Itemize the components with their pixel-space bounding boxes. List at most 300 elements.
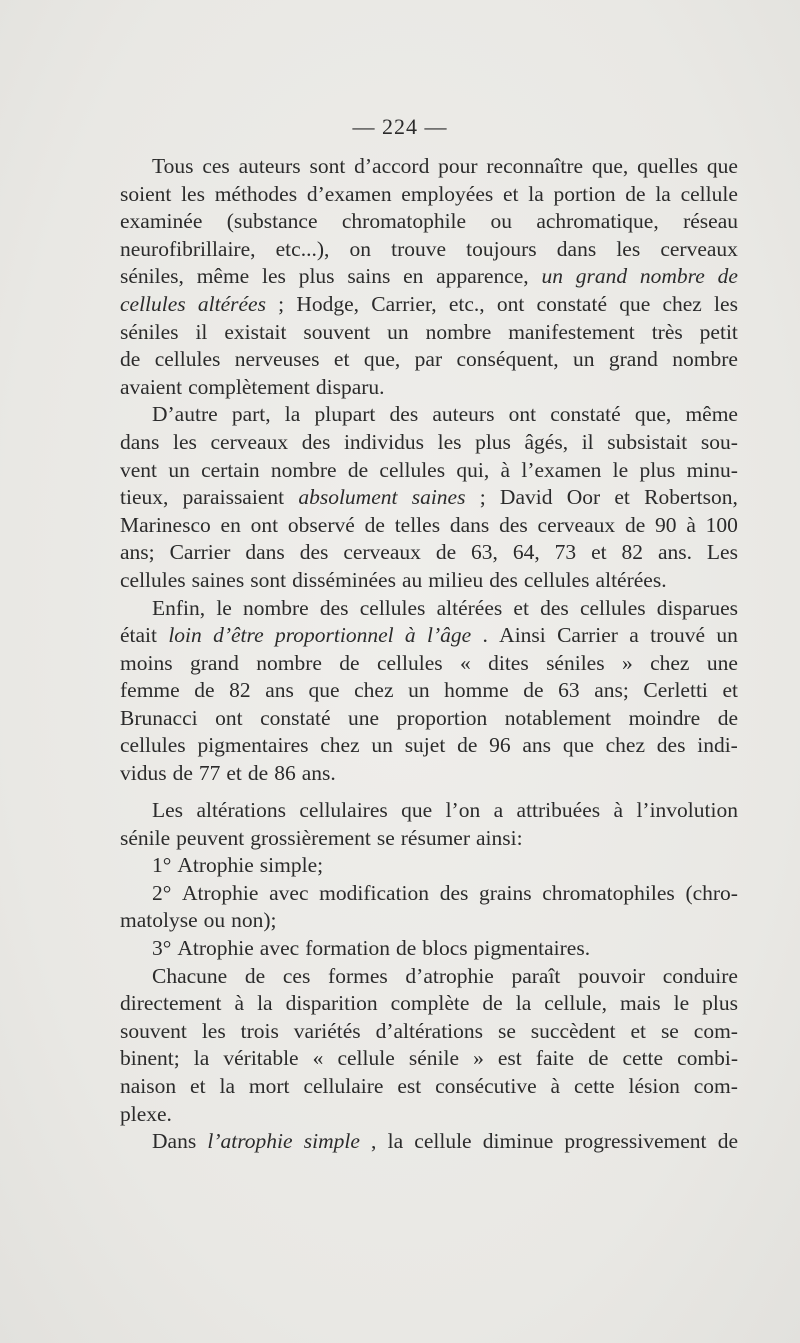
word: séniles [120, 319, 179, 344]
word: auteurs [432, 402, 495, 427]
word: lésion [628, 1073, 680, 1098]
word: la [528, 181, 544, 206]
word: résumer [400, 825, 470, 850]
word: attribuées [516, 798, 601, 822]
word: ans [265, 678, 294, 703]
word: simple; [259, 853, 324, 878]
word: » [621, 650, 633, 675]
word: trouvé [650, 623, 706, 648]
italic-word: l’atrophie [207, 1129, 293, 1154]
word: non); [231, 908, 277, 933]
word: « [459, 650, 471, 675]
page-number: — 224 — [352, 114, 448, 139]
word: ont [250, 512, 279, 537]
word: et [226, 761, 242, 786]
word: paraît [511, 963, 561, 988]
word: se [497, 1018, 516, 1043]
italic-word: d’être [213, 623, 264, 648]
word: cellulaires [299, 798, 388, 822]
word: femme [120, 678, 180, 703]
word: faite [535, 1046, 575, 1071]
word: que [619, 291, 651, 316]
word: les [201, 1018, 226, 1043]
text-line [120, 236, 738, 264]
word: pigmentaires [197, 733, 309, 758]
word: de [395, 935, 417, 960]
word: achromatique, [536, 209, 659, 234]
word: des [489, 567, 518, 592]
word: à [500, 457, 511, 482]
word: altérations [196, 798, 286, 822]
word: était [120, 623, 158, 648]
word: cellules [359, 595, 426, 620]
word: de [717, 705, 738, 730]
word: a [629, 623, 639, 648]
word: consécutive [435, 1073, 537, 1098]
word: et [614, 485, 630, 510]
word: Robertson, [644, 485, 738, 510]
text-line [120, 484, 738, 512]
word: nombre [425, 319, 492, 344]
word: trois [240, 1018, 279, 1043]
word: cellulaire [303, 1073, 384, 1098]
word: de [172, 761, 193, 786]
word: en [220, 512, 241, 537]
word: cellule [680, 181, 738, 206]
word: âgés, [524, 429, 569, 454]
word: la [515, 991, 532, 1016]
word: le [612, 457, 629, 482]
word: un [572, 347, 595, 372]
text-line [120, 346, 738, 374]
word: a [493, 798, 504, 822]
word: progressivement [564, 1129, 707, 1154]
word: séniles [546, 650, 605, 675]
italic-word: absolument [298, 485, 398, 510]
italic-word: altérées [197, 291, 266, 316]
word: que, [363, 347, 401, 372]
text-line [120, 181, 738, 209]
text-block-main [120, 153, 738, 788]
text-line [120, 880, 738, 908]
word: et [630, 1018, 647, 1043]
word: chez [605, 733, 646, 758]
word: grand [608, 347, 658, 372]
word: et [513, 595, 529, 620]
word: pouvoir [578, 963, 645, 988]
word: à [613, 798, 624, 822]
word: Dans [152, 1129, 197, 1154]
word: les [714, 291, 738, 316]
word: constaté [536, 291, 607, 316]
word: chromatophiles [542, 880, 675, 905]
word: variétés [293, 1018, 361, 1043]
word: tieux, [120, 485, 169, 510]
word: il [195, 319, 208, 344]
word: à [686, 512, 696, 537]
word: complètement [188, 374, 310, 399]
word: de [588, 1046, 609, 1071]
word: homme [444, 678, 509, 703]
word: d’accord [354, 154, 430, 178]
word: 64, [512, 540, 540, 565]
word: sujet [404, 733, 446, 758]
word: une [706, 650, 738, 675]
word: 63, [471, 540, 498, 565]
word: des [540, 595, 569, 620]
word: conduire [662, 963, 738, 988]
word: milieu [428, 567, 484, 592]
word: 82 [621, 540, 644, 565]
word: la [655, 181, 671, 206]
word: de [244, 963, 266, 988]
text-line [120, 512, 738, 540]
word: Atrophie [177, 935, 254, 960]
word: qui, [456, 457, 490, 482]
word: des [389, 402, 419, 427]
word: trouve [391, 236, 447, 261]
word: nombre [270, 457, 337, 482]
word: reconnaître [486, 154, 584, 178]
word: cellules [379, 457, 446, 482]
word: Atrophie [182, 880, 259, 905]
word: Enfin, [152, 595, 206, 620]
word: com- [693, 1073, 738, 1098]
word: 77 [198, 761, 221, 786]
text-line [120, 291, 738, 319]
word: naison [120, 1073, 177, 1098]
text-line [120, 208, 738, 236]
word: Carrier, [371, 291, 437, 316]
word: d’altérations [375, 1018, 484, 1043]
word: grand [189, 650, 239, 675]
word: un [716, 623, 738, 648]
word: est [397, 1073, 422, 1098]
word: certain [201, 457, 260, 482]
word: « [312, 1046, 324, 1071]
italic-word: grand [575, 264, 628, 289]
word: Ainsi [499, 623, 546, 648]
word: , [371, 1129, 377, 1154]
text-line [120, 319, 738, 347]
word: ; [479, 485, 486, 510]
word: dites [488, 650, 529, 675]
word: etc., [448, 291, 485, 316]
word: de [482, 991, 503, 1016]
word: la [284, 402, 301, 427]
word: ont [496, 291, 525, 316]
word: 100 [705, 512, 738, 537]
word: d’examen [306, 181, 392, 206]
word: modification [319, 880, 430, 905]
word: et [190, 1073, 206, 1098]
text-line [120, 457, 738, 485]
word: » [473, 1046, 484, 1071]
text-line [120, 374, 738, 402]
word: de [347, 457, 369, 482]
word: 1° [152, 853, 172, 878]
word: pigmentaires. [473, 935, 591, 960]
word: individus [343, 429, 424, 454]
word: Atrophie [177, 853, 254, 878]
word: sont [309, 154, 346, 178]
word: directement [120, 991, 222, 1016]
word: binent; [120, 1046, 180, 1071]
word: par [414, 347, 443, 372]
word: un [387, 319, 409, 344]
word: vent [120, 457, 158, 482]
word: cellule, [544, 991, 607, 1016]
word: manifestement [508, 319, 635, 344]
word: formes [328, 963, 388, 988]
text-line [120, 401, 738, 429]
word: le [216, 595, 232, 620]
word: on [349, 236, 371, 261]
word: des [439, 880, 469, 905]
word: ans. [657, 540, 692, 565]
text-line [120, 825, 738, 853]
word: (substance [226, 209, 318, 234]
word: moindre [628, 705, 701, 730]
word: cette [573, 1073, 615, 1098]
word: des [299, 540, 329, 565]
word: de [624, 512, 646, 537]
word: peuvent [176, 825, 245, 850]
word: ; [278, 291, 285, 316]
word: ces [202, 154, 230, 178]
word: sénile [120, 825, 171, 850]
word: ans [522, 733, 552, 758]
word: saines [191, 567, 245, 592]
word: sénile [408, 1046, 459, 1071]
word: la [387, 1129, 404, 1154]
word: en [403, 264, 424, 289]
word: chromatophile [341, 209, 467, 234]
word: diminue [482, 1129, 554, 1154]
word: observé [287, 512, 355, 537]
word: disparition [285, 991, 378, 1016]
word: des [499, 512, 528, 537]
word: Oor [566, 485, 601, 510]
word: disparues [656, 595, 738, 620]
text-line [120, 677, 738, 705]
word: sou- [700, 429, 738, 454]
italic-word: proportionnel [274, 623, 394, 648]
word: David [499, 485, 553, 510]
text-line [120, 963, 738, 991]
word: portion [553, 181, 616, 206]
word: cette [622, 1046, 664, 1071]
word: même [196, 264, 250, 289]
word: (chro- [685, 880, 738, 905]
word: vidus [120, 761, 167, 786]
word: avaient [120, 374, 183, 399]
word: que [401, 798, 433, 822]
word: cerveaux [343, 540, 421, 565]
word: les [616, 236, 641, 261]
word: de [247, 761, 269, 786]
word: et [722, 678, 738, 703]
italic-word: simple [303, 1129, 360, 1154]
word: cellules [120, 733, 186, 758]
word: dans [556, 236, 597, 261]
word: avec [269, 880, 309, 905]
word: Cerletti [643, 678, 708, 703]
word: de [435, 540, 457, 565]
italic-word: nombre [639, 264, 705, 289]
word: des [301, 429, 331, 454]
word: les [173, 429, 197, 454]
word: petit [699, 319, 738, 344]
word: . [482, 623, 488, 648]
word: mais [619, 991, 661, 1016]
word: com- [693, 1018, 738, 1043]
word: même [685, 402, 738, 427]
word: apparence, [436, 264, 529, 289]
italic-word: de [717, 264, 738, 289]
word: ainsi: [476, 825, 523, 850]
word: subsistait [607, 429, 688, 454]
word: la [257, 991, 273, 1016]
word: et [591, 540, 607, 565]
word: disséminées [292, 567, 396, 592]
word: Carrier [557, 623, 618, 648]
word: plus [702, 991, 738, 1016]
word: blocs [422, 935, 468, 960]
word: Tous [152, 154, 194, 178]
text-line [120, 935, 738, 963]
word: complète [390, 991, 470, 1016]
text-line [120, 650, 738, 678]
word: toujours [466, 236, 537, 261]
word: à [550, 1073, 561, 1098]
word: proportion [396, 705, 488, 730]
word: chez [354, 678, 394, 703]
word: des [656, 733, 686, 758]
italic-word: cellules [120, 291, 186, 316]
word: à [234, 991, 245, 1016]
word: nerveuses [234, 347, 320, 372]
word: employées [401, 181, 494, 206]
word: la [219, 1073, 236, 1098]
italic-word: loin [168, 623, 202, 648]
word: véritable [223, 1046, 299, 1071]
word: cellules [523, 567, 590, 592]
word: d’atrophie [405, 963, 494, 988]
word: ont [508, 402, 537, 427]
word: de [717, 1129, 738, 1154]
word: de [120, 347, 141, 372]
word: la [193, 1046, 210, 1071]
word: plupart [314, 402, 376, 427]
word: de [457, 733, 478, 758]
italic-word: à [404, 623, 416, 648]
word: les [262, 264, 286, 289]
word: Brunacci [120, 705, 198, 730]
word: Les [152, 798, 184, 822]
word: 3° [152, 935, 172, 960]
text-line [120, 1073, 738, 1101]
word: existait [224, 319, 287, 344]
word: matolyse [120, 908, 198, 933]
word: plexe. [120, 1101, 172, 1126]
word: sains [347, 264, 391, 289]
text-line [120, 622, 738, 650]
word: et [333, 347, 350, 372]
word: conséquent, [456, 347, 559, 372]
word: cellules [120, 567, 186, 592]
word: D’autre [152, 402, 218, 427]
word: Marinesco [120, 512, 211, 537]
text-line [120, 567, 738, 595]
word: très [651, 319, 683, 344]
word: auteurs [238, 154, 301, 178]
word: constaté [550, 402, 621, 427]
word: méthodes [214, 181, 298, 206]
text-line [120, 797, 738, 825]
word: que [308, 678, 340, 703]
word: 63 [558, 678, 580, 703]
word: au [401, 567, 423, 592]
word: altérées [436, 595, 503, 620]
word: une [348, 705, 380, 730]
word: 73 [554, 540, 577, 565]
text-line [120, 732, 738, 760]
word: pour [438, 154, 478, 178]
word: plus [639, 457, 676, 482]
word: quelles [637, 154, 699, 178]
word: nombre [672, 347, 738, 372]
word: ou [203, 908, 226, 933]
word: chez [662, 291, 702, 316]
word: dans [120, 429, 160, 454]
word: nombre [243, 595, 309, 620]
word: chez [650, 650, 690, 675]
italic-word: l’âge [426, 623, 472, 648]
word: souvent [303, 319, 371, 344]
word: 86 [274, 761, 296, 786]
word: ces [282, 963, 311, 988]
word: se [660, 1018, 679, 1043]
word: sont [250, 567, 287, 592]
word: ans; [594, 678, 629, 703]
word: séniles, [120, 264, 184, 289]
word: Carrier [169, 540, 231, 565]
text-line [120, 539, 738, 567]
word: ont [215, 705, 243, 730]
word: indi- [697, 733, 738, 758]
word: le [673, 991, 690, 1016]
word: de [625, 181, 646, 206]
word: nombre [256, 650, 322, 675]
word: 96 [489, 733, 511, 758]
word: mort [248, 1073, 290, 1098]
word: de [364, 512, 385, 537]
word: cellules [376, 650, 443, 675]
word: cellules [579, 595, 646, 620]
word: grains [479, 880, 532, 905]
word: l’involution [636, 798, 738, 822]
word: cellule [414, 1129, 472, 1154]
word: cellule [337, 1046, 395, 1071]
word: telles [394, 512, 441, 537]
text-line [120, 852, 738, 880]
word: soient [120, 181, 172, 206]
word: l’examen [521, 457, 602, 482]
word: cerveaux [537, 512, 616, 537]
word: réseau [683, 209, 738, 234]
word: de [194, 678, 215, 703]
